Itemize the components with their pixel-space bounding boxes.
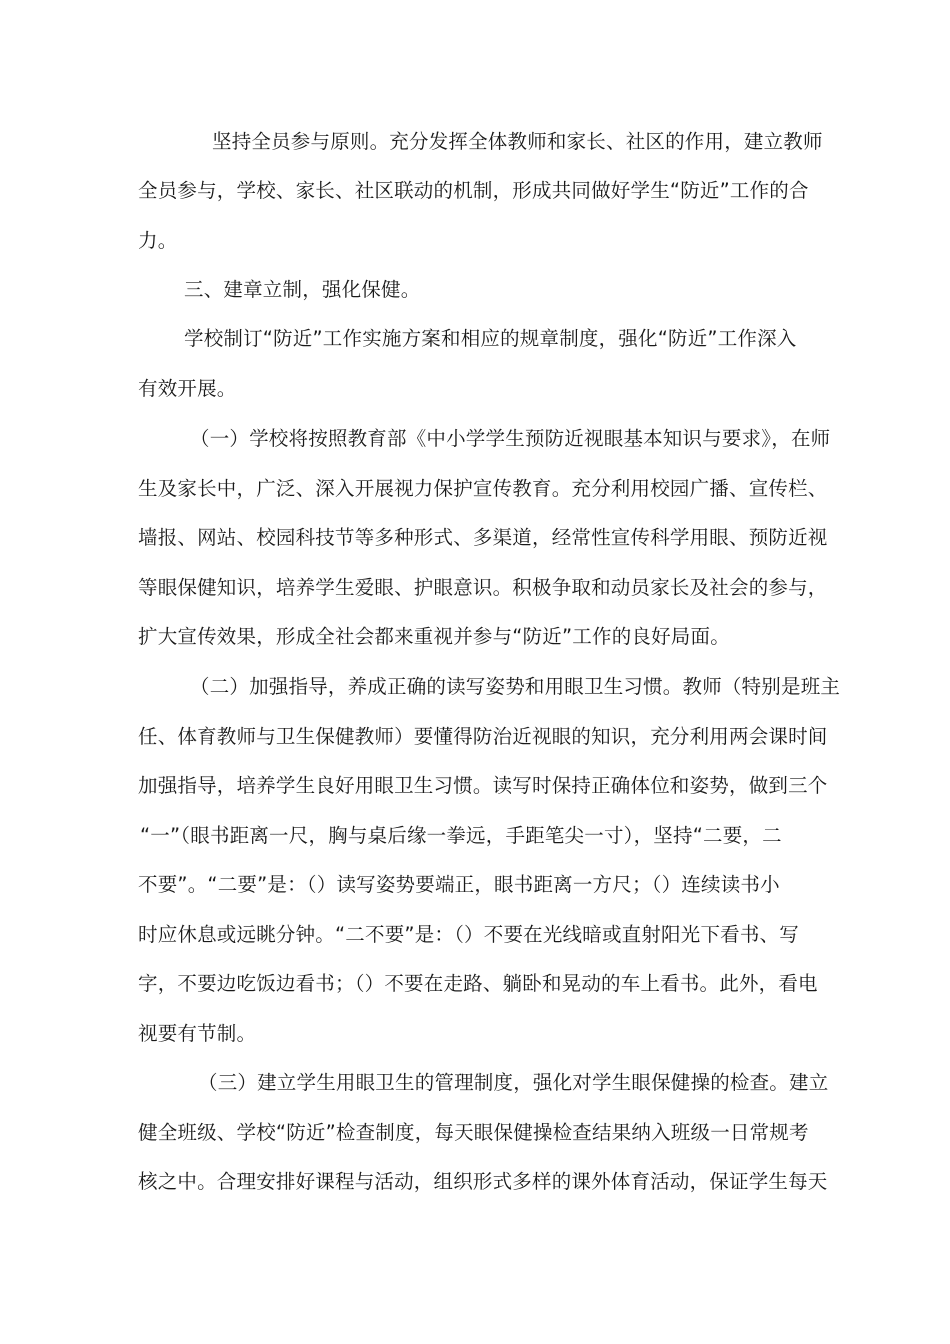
text-line: （二）加强指导，养成正确的读写姿势和用眼卫生习惯。教师（特别是班主 bbox=[190, 675, 841, 698]
text-line: 字，不要边吃饭边看书；（）不要在走路、躺卧和晃动的车上看书。此外，看电 bbox=[138, 972, 818, 995]
section-heading-text: 三、建章立制，强化保健。 bbox=[184, 278, 421, 301]
text-line: 等眼保健知识，培养学生爱眼、护眼意识。积极争取和动员家长及社会的参与， bbox=[138, 576, 828, 599]
text-line: （三）建立学生用眼卫生的管理制度，强化对学生眼保健操的检查。建立 bbox=[198, 1071, 829, 1094]
text-line: 时应休息或远眺分钟。“二不要”是：（）不要在光线暗或直射阳光下看书、写 bbox=[138, 923, 799, 946]
text-line: 核之中。合理安排好课程与活动，组织形式多样的课外体育活动，保证学生每天 bbox=[138, 1170, 828, 1193]
text-line: 不要”。“二要”是：（）读写姿势要端正，眼书距离一方尺；（）连续读书小 bbox=[138, 873, 780, 896]
text-line: 坚持全员参与原则。充分发挥全体教师和家长、社区的作用，建立教师 bbox=[212, 130, 823, 153]
text-line: 扩大宣传效果，形成全社会都来重视并参与“防近”工作的良好局面。 bbox=[138, 625, 730, 648]
text-line: 有效开展。 bbox=[138, 377, 237, 400]
text-line: 力。 bbox=[138, 229, 178, 252]
text-line: 加强指导，培养学生良好用眼卫生习惯。读写时保持正确体位和姿势，做到三个 bbox=[138, 774, 828, 797]
text-line: 学校制订“防近”工作实施方案和相应的规章制度，强化“防近”工作深入 bbox=[184, 327, 797, 350]
text-line: 健全班级、学校“防近”检查制度，每天眼保健操检查结果纳入班级一日常规考 bbox=[138, 1121, 809, 1144]
text-line: “一”（眼书距离一尺，胸与桌后缘一拳远，手距笔尖一寸），坚持“二要，二 bbox=[140, 824, 782, 847]
text-line: 任、体育教师与卫生保健教师）要懂得防治近视眼的知识，充分利用两会课时间 bbox=[138, 725, 828, 748]
text-line: 视要有节制。 bbox=[138, 1022, 257, 1045]
text-line: 生及家长中，广泛、深入开展视力保护宣传教育。充分利用校园广播、宣传栏、 bbox=[138, 477, 828, 500]
text-line: 全员参与，学校、家长、社区联动的机制，形成共同做好学生“防近”工作的合 bbox=[138, 179, 809, 202]
text-line: （一）学校将按照教育部《中小学学生预防近视眼基本知识与要求》，在师 bbox=[190, 427, 831, 450]
text-line: 墙报、网站、校园科技节等多种形式、多渠道，经常性宣传科学用眼、预防近视 bbox=[138, 526, 828, 549]
